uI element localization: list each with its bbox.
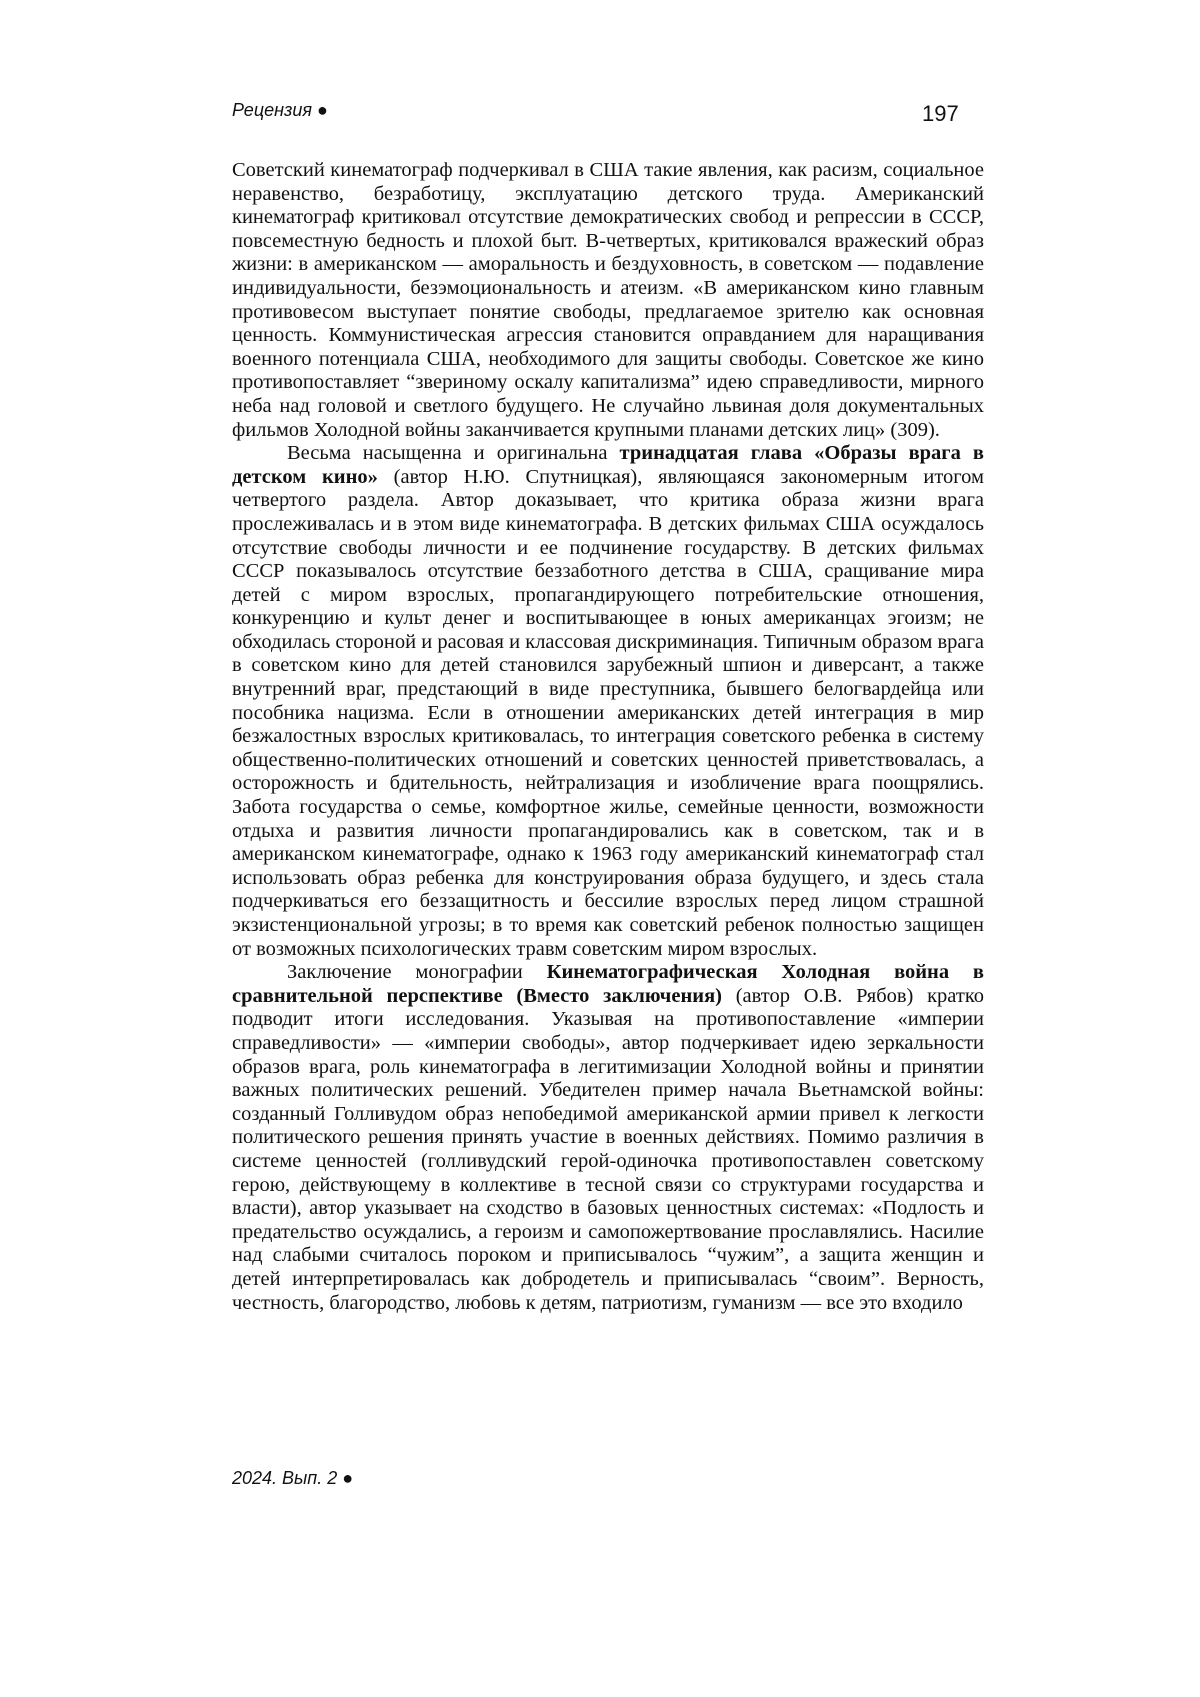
body-text bbox=[232, 159, 984, 1315]
paragraph-3-lead: Заключение монографии bbox=[287, 961, 547, 984]
paragraph-3-body: (автор О.В. Рябов) кратко подводит итоги исследования. Указывая на противопоставление «империи справедливости» — «империи свободы», автор подчеркивает идею зеркальности образов врага, роль кинематографа в легитимизации Холодной войны и принятии важных политических решений. Убедителен пример начала Вьетнамской войны: созданный Голливудом образ непобедимой американской армии привел к легкости политического решения принять участие в военных действиях. Помимо различия в системе ценностей (голливудский герой-одиночка противопоставлен советскому герою, действующему в коллективе в тесной связи со структурами государства и власти), автор указывает на сходство в базовых ценностных системах: «Подлость и предательство осуждались, а героизм и самопожертвование прославлялись. Насилие над слабыми считалось пороком и приписывалось “чужим”, а защита женщин и детей интерпретировалась как добродетель и приписывалась “своим”. Верность, честность, благородство, любовь к детям, патриотизм, гуманизм — все это входило bbox=[232, 984, 985, 1314]
conclusion-title: Кинематографическая Холодная война в сравнительной перспективе (Вместо заключения) bbox=[232, 961, 985, 1007]
page-number: 197 bbox=[922, 101, 959, 126]
paragraph-1: Советский кинематограф подчеркивал в США такие явления, как расизм, социальное неравенство, безработицу, эксплуатацию детского труда. Американский кинематограф критиковал отсутствие демократических свобод и репрессии в СССР, повсеместную бедность и плохой быт. В-четвертых, критиковался вражеский образ жизни: в американском — аморальность и бездуховность, в советском — подавление индивидуальности, безэмоциональность и атеизм. «В американском кино главным противовесом выступает понятие свободы, предлагаемое зрителю как основная ценность. Коммунистическая агрессия становится оправданием для наращивания военного потенциала США, необходимого для защиты свободы. Советское же кино противопоставляет “звериному оскалу капитализма” идею справедливости, мирного неба над головой и светлого будущего. Не случайно львиная доля документальных фильмов Холодной войны заканчивается крупными планами детских лиц» (309). bbox=[232, 159, 984, 441]
paragraph-3 bbox=[232, 961, 984, 1315]
chapter-13-title: тринадцатая глава «Образы врага в детском кино» bbox=[232, 442, 984, 488]
paragraph-2 bbox=[232, 442, 984, 961]
paragraph-2-body: (автор Н.Ю. Спутницкая), являющаяся закономерным итогом четвертого раздела. Автор доказывает, что критика образа жизни врага прослеживалась и в этом виде кинематографа. В детских фильмах США осуждалось отсутствие свободы личности и ее подчинение государству. В детских фильмах СССР показывалось отсутствие беззаботного детства в США, сращивание мира детей с миром взрослых, пропагандирующего потребительские отношения, конкуренцию и культ денег и воспитывающее в юных американцах эгоизм; не обходилась стороной и расовая и классовая дискриминация. Типичным образом врага в советском кино для детей становился зарубежный шпион и диверсант, а также внутренний враг, предстающий в виде преступника, бывшего белогвардейца или пособника нацизма. Если в отношении американских детей интеграция в мир безжалостных взрослых критиковалась, то интеграция советского ребенка в систему общественно-политических отношений и советских ценностей приветствовалась, а осторожность и бдительность, нейтрализация и изобличение врага поощрялись. Забота государства о семье, комфортное жилье, семейные ценности, возможности отдыха и развития личности пропагандировались как в советском, так и в американском кинематографе, однако к 1963 году американский кинематограф стал использовать образ ребенка для конструирования образа будущего, и здесь стала подчеркиваться его беззащитность и бессилие взрослых перед лицом страшной экзистенциональной угрозы; в то время как советский ребенок полностью защищен от возможных психологических травм советским миром взрослых. bbox=[232, 465, 984, 960]
paragraph-2-lead: Весьма насыщенна и оригинальна bbox=[287, 442, 620, 465]
footer-issue: 2024. Вып. 2 ● bbox=[232, 1468, 354, 1488]
running-head: Рецензия ● bbox=[232, 100, 328, 120]
